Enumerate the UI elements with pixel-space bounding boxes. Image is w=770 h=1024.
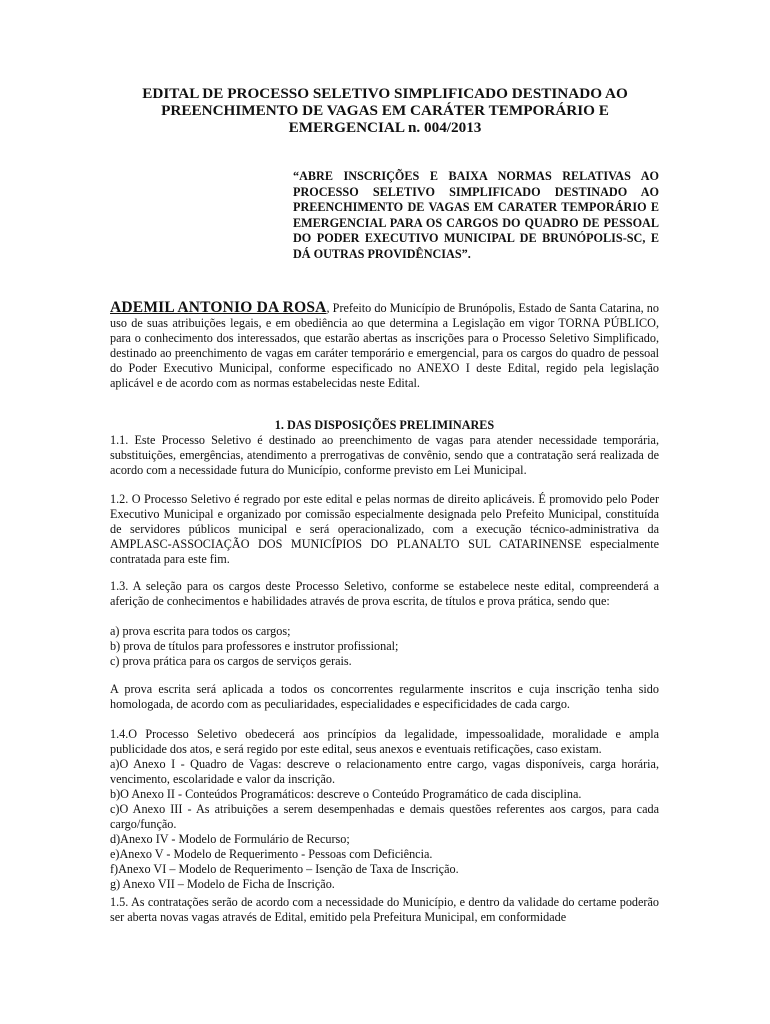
list-item: b)O Anexo II - Conteúdos Programáticos: descreve o Conteúdo Programático de cada disciplina. [110, 787, 582, 801]
list-1-3 [110, 624, 659, 669]
paragraph-1-3: 1.3. A seleção para os cargos deste Processo Seletivo, conforme se estabelece neste edital, compreenderá a aferição de conhecimentos e habilidades através de prova escrita, de títulos e prova prática, sendo que: [110, 579, 659, 608]
section-1-title: 1. DAS DISPOSIÇÕES PRELIMINARES [274, 418, 495, 432]
paragraph-1-5: 1.5. As contratações serão de acordo com a necessidade do Município, e dentro da validade do certame poderão ser aberta novas vagas através de Edital, emitido pela Prefeitura Municipal, em conformidade [110, 895, 659, 924]
list-item: a)O Anexo I - Quadro de Vagas: descreve o relacionamento entre cargo, vagas disponíveis, carga horária, vencimento, escolaridade e valor da inscrição. [110, 757, 659, 786]
edital-ementa: “ABRE INSCRIÇÕES E BAIXA NORMAS RELATIVAS AO PROCESSO SELETIVO SIMPLIFICADO DESTINADO AO PREENCHIMENTO DE VAGAS EM CARATER TEMPORÁRIO E EMERGENCIAL PARA OS CARGOS DO QUADRO DE PESSOAL DO PODER EXECUTIVO MUNICIPAL DE BRUNÓPOLIS-SC, E DÁ OUTRAS PROVIDÊNCIAS”. [293, 169, 659, 261]
paragraph-1-2: 1.2. O Processo Seletivo é regrado por este edital e pelas normas de direito aplicáveis. É promovido pelo Poder Executivo Municipal e organizado por comissão especialmente designada pelo Prefeito Municipal, constituída de servidores públicos municipal e será operacionalizado, com a execução técnico-administrativa da AMPLASC-ASSOCIAÇÃO DOS MUNICÍPIOS DO PLANALTO SUL CATARINENSE especialmente contratada para este fim. [110, 492, 659, 566]
list-item: f)Anexo VI – Modelo de Requerimento – Isenção de Taxa de Inscrição. [110, 862, 459, 876]
paragraph-1-1: 1.1. Este Processo Seletivo é destinado ao preenchimento de vagas para atender necessidade temporária, substituições, emergências, atendimento a prerrogativas de convênio, sendo que a contratação será realizada de acordo com a necessidade futura do Município, conforme previsto em Lei Municipal. [110, 433, 659, 477]
intro-text: , Prefeito do Município de Brunópolis, Estado de Santa Catarina, no uso de suas atribuições legais, e em obediência ao que determina a Legislação em vigor TORNA PÚBLICO, para o conhecimento dos interessados, que estarão abertas as inscrições para o Processo Seletivo Simplificado, destinado ao preenchimento de vagas em caráter temporário e emergencial, para os cargos do quadro de pessoal do Poder Executivo Municipal, conforme especificado no ANEXO I deste Edital, regido pela legislação aplicável e de acordo com as normas estabelecidas neste Edital. [110, 301, 659, 390]
list-item: b) prova de títulos para professores e instrutor profissional; [110, 639, 399, 653]
list-item: c) prova prática para os cargos de serviços gerais. [110, 654, 352, 668]
mayor-name: ADEMIL ANTONIO DA ROSA [110, 299, 327, 316]
list-item: e)Anexo V - Modelo de Requerimento - Pessoas com Deficiência. [110, 847, 433, 861]
list-item: a) prova escrita para todos os cargos; [110, 624, 291, 638]
list-item: c)O Anexo III - As atribuições a serem desempenhadas e demais questões referentes aos cargos, para cada cargo/função. [110, 802, 659, 831]
paragraph-1-4 [110, 727, 659, 892]
list-item: g) Anexo VII – Modelo de Ficha de Inscrição. [110, 877, 335, 891]
paragraph-1-4-text: 1.4.O Processo Seletivo obedecerá aos princípios da legalidade, impessoalidade, moralidade e ampla publicidade dos atos, e será regido por este edital, seus anexos e eventuais retificações, caso existam. [110, 727, 659, 756]
edital-title: EDITAL DE PROCESSO SELETIVO SIMPLIFICADO DESTINADO AO PREENCHIMENTO DE VAGAS EM CARÁTER TEMPORÁRIO E EMERGENCIAL n. 004/2013 [142, 85, 628, 136]
list-item: d)Anexo IV - Modelo de Formulário de Recurso; [110, 832, 350, 846]
paragraph-prova-escrita: A prova escrita será aplicada a todos os concorrentes regularmente inscritos e cuja inscrição tenha sido homologada, de acordo com as peculiaridades, especialidades e especificidades de cada cargo. [110, 682, 659, 711]
intro-paragraph [110, 300, 659, 391]
